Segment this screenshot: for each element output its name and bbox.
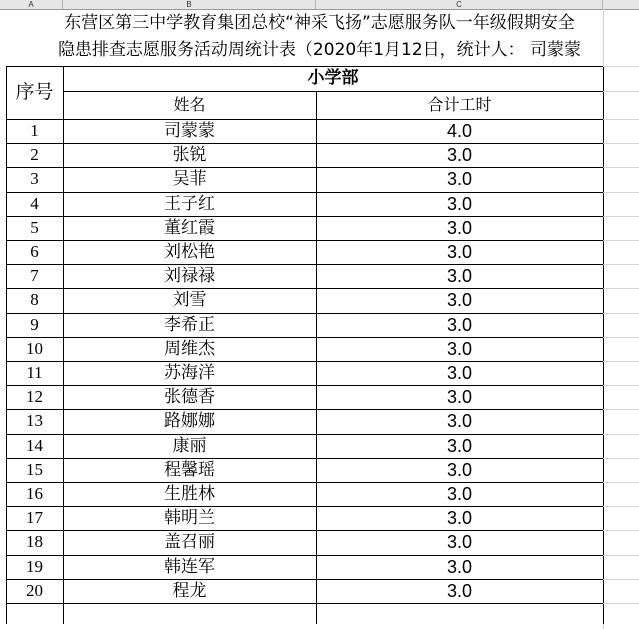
column-header-bar (0, 0, 639, 10)
seq-cell[interactable]: 6 (30, 242, 39, 261)
hours-cell[interactable]: 3.0 (446, 557, 473, 577)
seq-cell[interactable]: 12 (26, 387, 43, 406)
seq-cell[interactable]: 8 (30, 290, 39, 309)
title-line-2: 隐患排查志愿服务活动周统计表（2020年1月12日，统计人： 司蒙蒙 (57, 40, 582, 60)
hours-cell[interactable]: 3.0 (446, 266, 473, 286)
hours-cell[interactable]: 3.0 (446, 315, 473, 335)
hours-cell[interactable]: 3.0 (446, 411, 473, 431)
seq-cell[interactable]: 11 (26, 363, 43, 382)
hours-cell[interactable]: 3.0 (446, 484, 473, 504)
hours-cell[interactable]: 3.0 (446, 532, 473, 552)
seq-cell[interactable]: 14 (26, 436, 43, 455)
name-cell[interactable]: 韩连军 (164, 557, 215, 577)
name-cell[interactable]: 康丽 (172, 436, 207, 456)
title-line-1: 东营区第三中学教育集团总校“神采飞扬”志愿服务队一年级假期安全 (64, 13, 575, 33)
name-cell[interactable]: 刘松艳 (164, 242, 215, 262)
seq-cell[interactable]: 2 (30, 145, 39, 164)
name-cell[interactable]: 司蒙蒙 (164, 121, 215, 141)
seq-cell[interactable]: 3 (30, 169, 39, 188)
seq-cell[interactable]: 10 (26, 339, 43, 358)
hours-cell[interactable]: 3.0 (446, 581, 473, 601)
name-cell[interactable]: 程馨瑶 (164, 460, 215, 480)
hours-header[interactable]: 合计工时 (427, 95, 492, 114)
name-cell[interactable]: 程龙 (172, 581, 207, 601)
hours-cell[interactable]: 3.0 (446, 290, 473, 310)
hours-cell[interactable]: 3.0 (446, 508, 473, 528)
seq-cell[interactable]: 19 (26, 557, 43, 576)
name-cell[interactable]: 张锐 (172, 145, 207, 165)
hours-cell[interactable]: 3.0 (446, 363, 473, 383)
name-header[interactable]: 姓名 (173, 95, 206, 114)
seq-header[interactable]: 序号 (15, 81, 54, 103)
column-header-c[interactable]: C (316, 0, 603, 9)
name-cell[interactable]: 苏海洋 (164, 363, 215, 383)
seq-cell[interactable]: 7 (30, 266, 39, 285)
name-cell[interactable]: 刘雪 (172, 290, 207, 310)
name-cell[interactable]: 王子红 (164, 194, 215, 214)
name-cell[interactable]: 盖召丽 (164, 532, 215, 552)
seq-cell[interactable]: 1 (30, 121, 39, 140)
name-cell[interactable]: 韩明兰 (164, 508, 215, 528)
seq-cell[interactable]: 16 (26, 484, 43, 503)
hours-cell[interactable]: 3.0 (446, 242, 473, 262)
seq-cell[interactable]: 18 (26, 532, 43, 551)
name-cell[interactable]: 路娜娜 (164, 411, 215, 431)
column-header-b[interactable]: B (63, 0, 316, 9)
seq-cell[interactable]: 5 (30, 218, 39, 237)
hours-cell[interactable]: 3.0 (446, 145, 473, 165)
name-cell[interactable]: 董红霞 (164, 218, 215, 238)
name-cell[interactable]: 周维杰 (164, 339, 215, 359)
name-cell[interactable]: 吴菲 (172, 169, 207, 189)
hours-cell[interactable]: 3.0 (446, 460, 473, 480)
hours-cell[interactable]: 3.0 (446, 339, 473, 359)
name-cell[interactable]: 生胜林 (164, 484, 215, 504)
seq-cell[interactable]: 4 (30, 194, 39, 213)
column-header-d[interactable] (603, 0, 639, 9)
hours-cell[interactable]: 3.0 (446, 218, 473, 238)
seq-cell[interactable]: 9 (30, 315, 39, 334)
seq-cell[interactable]: 15 (26, 460, 43, 479)
name-cell[interactable]: 刘禄禄 (164, 266, 215, 286)
seq-cell[interactable]: 13 (26, 411, 43, 430)
seq-cell[interactable]: 17 (26, 508, 43, 527)
column-header-a[interactable]: A (0, 0, 63, 9)
hours-cell[interactable]: 3.0 (446, 436, 473, 456)
seq-cell[interactable]: 20 (26, 581, 43, 600)
section-header[interactable]: 小学部 (307, 68, 359, 88)
hours-cell[interactable]: 3.0 (446, 194, 473, 214)
name-cell[interactable]: 张德香 (164, 387, 215, 407)
name-cell[interactable]: 李希正 (164, 315, 215, 335)
hours-cell[interactable]: 4.0 (446, 121, 473, 141)
hours-cell[interactable]: 3.0 (446, 169, 473, 189)
hours-cell[interactable]: 3.0 (446, 387, 473, 407)
